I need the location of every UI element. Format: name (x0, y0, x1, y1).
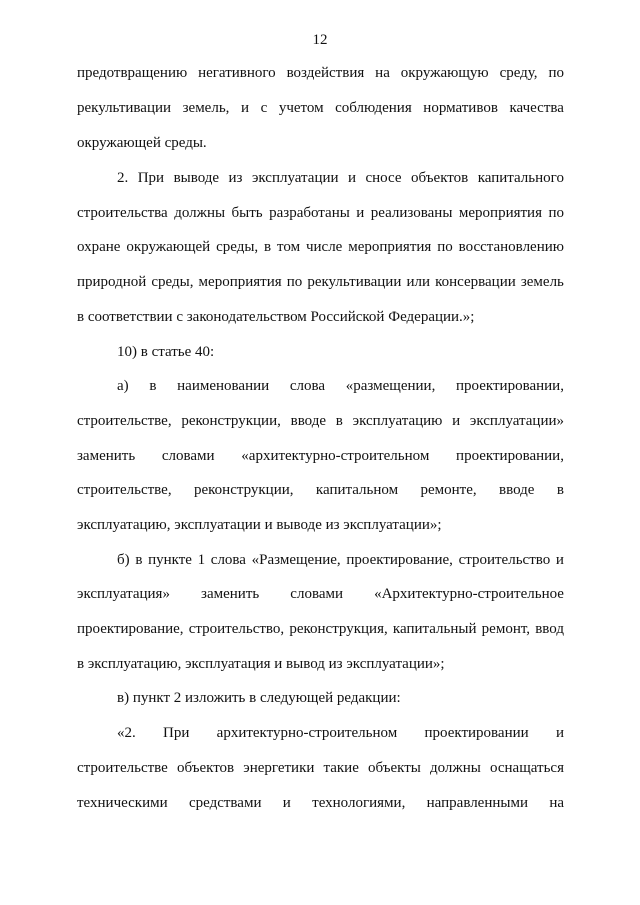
word: природной (77, 274, 147, 290)
word: эксплуатации» (469, 413, 564, 429)
word: мероприятия (198, 274, 282, 290)
word: направленными (426, 795, 528, 811)
word: проектирование, (346, 552, 453, 568)
text-line: в) пункт 2 изложить в следующей редакции: (117, 690, 401, 706)
word: б) (117, 552, 130, 568)
word: нормативов (423, 100, 498, 116)
text-line (77, 63, 564, 83)
text-line (77, 168, 564, 188)
text-line (77, 619, 564, 639)
word: строительстве, (77, 482, 172, 498)
word: по (548, 205, 564, 221)
word: 1 (197, 552, 206, 568)
word: ремонте, (420, 482, 477, 498)
word: на (549, 795, 564, 811)
word: реконструкции, (181, 413, 281, 429)
word: эксплуатация» (77, 586, 170, 602)
word: капитальном (315, 482, 399, 498)
word: ввод (535, 621, 564, 637)
word: окружающей (126, 239, 211, 255)
word: в (135, 552, 143, 568)
word: и (452, 413, 461, 429)
text-line (77, 411, 564, 431)
word: заменить (77, 448, 136, 464)
word: реализованы (370, 205, 453, 221)
word: слова (210, 552, 246, 568)
word: из (228, 170, 243, 186)
word: земель, (182, 100, 230, 116)
text-line (77, 376, 564, 396)
word: и (555, 552, 564, 568)
word: консервации (435, 274, 516, 290)
word: охране (77, 239, 121, 255)
word: соблюдения (335, 100, 412, 116)
word: строительство, (188, 621, 285, 637)
word: проектирование, (77, 621, 184, 637)
word: по (548, 65, 564, 81)
word: выводе (173, 170, 220, 186)
word: ремонт, (481, 621, 531, 637)
word: строительства (77, 205, 168, 221)
text-line (77, 793, 564, 813)
word: земель (520, 274, 564, 290)
word: в (335, 413, 343, 429)
word: капитального (477, 170, 564, 186)
text-line (77, 446, 564, 466)
word: рекультивации (77, 100, 172, 116)
text-line (77, 584, 564, 604)
word: среды, (216, 239, 259, 255)
word: словами (161, 448, 215, 464)
word: заменить (201, 586, 260, 602)
word: техническими (77, 795, 168, 811)
word: числе (305, 239, 343, 255)
word: и (356, 205, 365, 221)
word: 2. (117, 170, 129, 186)
word: должны (174, 205, 226, 221)
word: воздействия (286, 65, 365, 81)
word: вводе (290, 413, 327, 429)
word: эксплуатации (251, 170, 339, 186)
word: строительстве, (77, 413, 172, 429)
word: рекультивации (307, 274, 402, 290)
word: строительство (458, 552, 551, 568)
word: качества (509, 100, 564, 116)
word: и (348, 170, 357, 186)
word: быть (231, 205, 263, 221)
word: а) (117, 378, 129, 394)
text-line: 10) в статье 40: (117, 344, 215, 360)
text-line (77, 203, 564, 223)
word: и (240, 100, 250, 116)
text-line (77, 758, 564, 778)
word: учетом (278, 100, 324, 116)
word: в (149, 378, 157, 394)
word: среду, (499, 65, 538, 81)
word: объектов (176, 760, 235, 776)
word: архитектурно-строительном (216, 725, 398, 741)
word: вводе (499, 482, 535, 498)
word: оснащаться (490, 760, 564, 776)
word: словами (290, 586, 344, 602)
word: «размещении, (345, 378, 436, 394)
text-line: в эксплуатацию, эксплуатация и вывод из эксплуатации»; (77, 656, 445, 672)
word: в (556, 482, 564, 498)
word: средствами (188, 795, 262, 811)
text-line: окружающей среды. (77, 135, 207, 151)
word: пункте (148, 552, 192, 568)
word: проектировании, (456, 448, 564, 464)
text-line (77, 272, 564, 292)
text-line (77, 98, 564, 118)
word: такие (323, 760, 359, 776)
word: негативного (198, 65, 276, 81)
word: энергетики (243, 760, 315, 776)
word: по (286, 274, 303, 290)
word: «Архитектурно-строительное (374, 586, 564, 602)
word: объектов (411, 170, 469, 186)
word: эксплуатацию (352, 413, 443, 429)
text-line (77, 550, 564, 570)
word: с (260, 100, 268, 116)
word: должны (430, 760, 481, 776)
word: реконструкции, (193, 482, 294, 498)
text-line: эксплуатацию, эксплуатации и выводе из эксплуатации»; (77, 517, 442, 533)
text-line (77, 480, 564, 500)
word: предотвращению (77, 65, 188, 81)
word: окружающую (400, 65, 489, 81)
word: слова (289, 378, 326, 394)
word: и (555, 725, 564, 741)
word: «2. (117, 725, 136, 741)
word: «архитектурно-строительном (241, 448, 430, 464)
word: в (264, 239, 272, 255)
word: мероприятия (348, 239, 432, 255)
text-line (77, 723, 564, 743)
word: восстановлению (458, 239, 564, 255)
word: разработаны (269, 205, 350, 221)
word: объекты (367, 760, 421, 776)
word: проектировании (424, 725, 529, 741)
word: по (437, 239, 453, 255)
word: При (163, 725, 190, 741)
word: сносе (365, 170, 402, 186)
word: том (277, 239, 301, 255)
word: среды, (151, 274, 194, 290)
word: капитальный (392, 621, 477, 637)
word: «Размещение, (251, 552, 341, 568)
word: и (282, 795, 291, 811)
word: реконструкция, (289, 621, 388, 637)
word: При (137, 170, 165, 186)
word: проектировании, (456, 378, 564, 394)
page-number: 12 (312, 32, 328, 48)
word: технологиями, (312, 795, 406, 811)
text-line: в соответствии с законодательством Российской Федерации.»; (77, 309, 475, 325)
word: или (406, 274, 430, 290)
text-line (77, 237, 564, 257)
word: строительстве (77, 760, 168, 776)
word: на (375, 65, 390, 81)
word: мероприятия (458, 205, 542, 221)
word: наименовании (177, 378, 270, 394)
